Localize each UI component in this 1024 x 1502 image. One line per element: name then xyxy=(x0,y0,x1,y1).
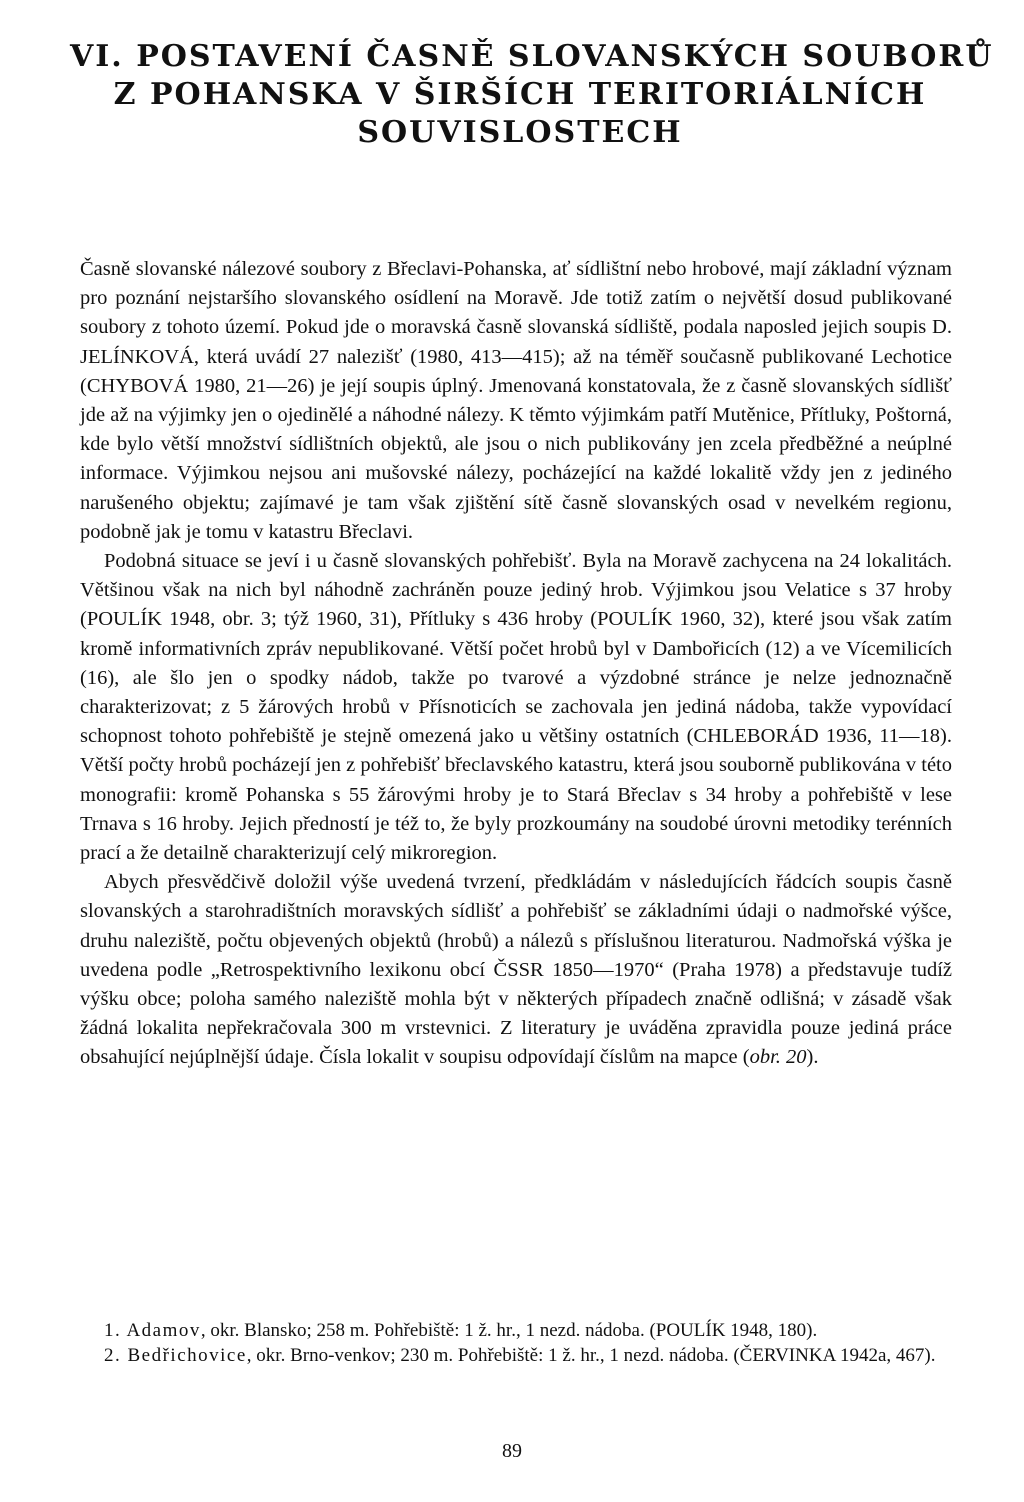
paragraph-2: Podobná situace se jeví i u časně slovanských pohřebišť. Byla na Moravě zachycena na 24 lokalitách. Většinou však na nich byl náhodně zachráněn pouze jediný hrob. Výjimkou jsou Velatice s 37 hroby (POULÍK 1948, obr. 3; týž 1960, 31), Přítluky s 436 hroby (POULÍK 1960, 32), které jsou však zatím kromě informativních zpráv nepublikované. Větší počet hrobů byl v Dambořicích (12) a ve Vícemilicích (16), ale šlo jen o spodky nádob, takže po tvarové a výzdobné stránce je nelze jednoznačně charakterizovat; z 5 žárových hrobů v Přísnoticích se zachovala jen jediná nádoba, takže vypovídací schopnost tohoto pohřebiště je stejně omezená jako u většiny ostatních (CHLEBORÁD 1936, 11—18). Větší počty hrobů pocházejí jen z pohřebišť břeclavského katastru, která jsou souborně publikována v této monografii: kromě Pohanska s 55 žárovými hroby je to Stará Břeclav s 34 hroby a pohřebiště v lese Trnava s 16 hroby. Jejich předností je též to, že byly prozkoumány na soudobé úrovni metodiky terénních prací a že detailně charakterizují celý mikroregion. xyxy=(80,550,952,865)
figure-reference: obr. 20 xyxy=(749,1046,807,1069)
paragraph-1: Časně slovanské nálezové soubory z Břeclavi-Pohanska, ať sídlištní nebo hrobové, mají základní význam pro poznání nejstaršího slovanského osídlení na Moravě. Jde totiž zatím o největší dosud publikované soubory z tohoto území. Pokud jde o moravská časně slovanská sídliště, podala naposled jejich soupis D. JELÍNKOVÁ, která uvádí 27 nalezišť (1980, 413—415); až na téměř současně publikované Lechotice (CHYBOVÁ 1980, 21—26) je její soupis úplný. Jmenovaná konstatovala, že z časně slovanských sídlišť jde až na výjimky jen o ojedinělé a náhodné nálezy. K těmto výjimkám patří Mutěnice, Přítluky, Poštorná, kde bylo větší množství sídlištních objektů, ale jsou o nich publikovány jen zcela předběžné a neúplné informace. Výjimkou nejsou ani mušovské nálezy, pocházející na každé lokalitě vždy jen z jediného narušeného objektu; zajímavé je tam však zjištění sítě časně slovanských osad v nevelkém regionu, podobně jak je tomu v katastru Břeclavi. xyxy=(80,258,952,543)
paragraph-3-end: ). xyxy=(806,1046,819,1069)
catalogue-entry-details: , okr. Blansko; 258 m. Pohřebiště: 1 ž. hr., 1 nezd. nádoba. (POULÍK 1948, 180). xyxy=(200,1320,818,1341)
body-text xyxy=(80,255,952,1073)
catalogue-entry-1 xyxy=(80,1318,952,1343)
page-number: 89 xyxy=(502,1440,522,1462)
paragraph-3 xyxy=(80,868,952,1072)
chapter-heading-line-1: VI. POSTAVENÍ ČASNĚ SLOVANSKÝCH SOUBORŮ xyxy=(70,39,994,74)
catalogue-entry-details: , okr. Brno-venkov; 230 m. Pohřebiště: 1 ž. hr., 1 nezd. nádoba. (ČERVINKA 1942a, 467). xyxy=(246,1345,936,1366)
chapter-heading-line-2: Z POHANSKA V ŠIRŠÍCH TERITORIÁLNÍCH xyxy=(113,77,927,112)
paragraph-3-text: Abych přesvědčivě doložil výše uvedená tvrzení, předkládám v následujících řádcích soupis časně slovanských a starohradištních moravských sídlišť a pohřebišť se základními údaji o nadmořské výšce, druhu naleziště, počtu objevených objektů (hrobů) a nálezů s příslušnou literaturou. Nadmořská výška je uvedena podle „Retrospektivního lexikonu obcí ČSSR 1850—1970“ (Praha 1978) a představuje tudíž výšku obce; poloha samého naleziště mohla být v některých případech značně odlišná; v zásadě však žádná lokalita nepřekračovala 300 m vrstevnici. Z literatury je uváděna zpravidla pouze jediná práce obsahující nejúplnější údaje. Čísla lokalit v soupisu odpovídají číslům na mapce ( xyxy=(80,871,952,1069)
chapter-heading-line-3: SOUVISLOSTECH xyxy=(357,115,683,150)
site-catalogue xyxy=(80,1318,952,1368)
catalogue-entry-place: 2. Bedřichovice xyxy=(104,1345,247,1366)
catalogue-entry-2 xyxy=(80,1343,952,1368)
catalogue-entry-place: 1. Adamov xyxy=(104,1320,201,1341)
chapter-heading xyxy=(70,38,994,152)
